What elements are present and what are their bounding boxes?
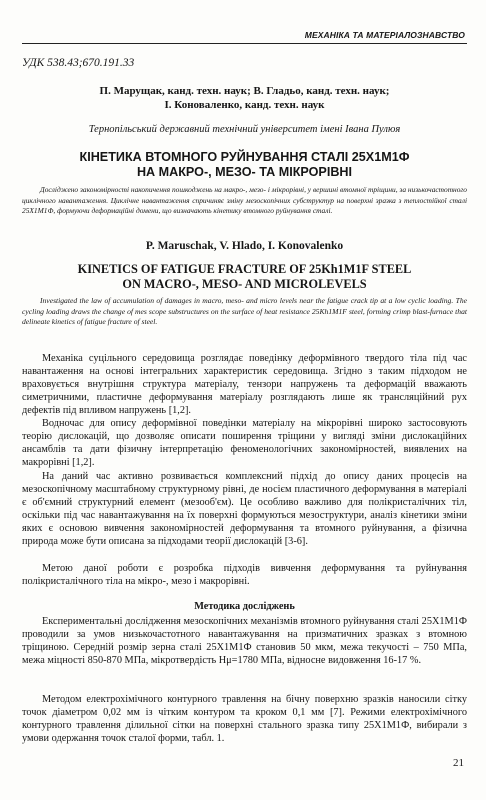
body-paragraph-1: Механіка суцільного середовища розглядає поведінку деформівного твердого тіла під час навантаження на основі інтегральних характеристик середовища. Згідно з таким підходом не враховується внутрішня структура матеріалу, тензори напружень та деформацій вважають симетричними, пластичне деформування матеріалу розглядають лише як трансляційний рух дефектів під впливом напружень [1,2].: [22, 353, 467, 416]
header-rule: [22, 43, 467, 44]
title-en-line-1: KINETICS OF FATIGUE FRACTURE OF 25Kh1M1F STEEL: [77, 262, 412, 276]
section-title-methods: Методика досліджень: [194, 601, 295, 612]
body-paragraph-3: На даний час активно розвивається комплексний підхід до опису даних процесів на мезоскопічному масштабному структурному рівні, де носієм пластичного деформування в матеріалі є об'ємний структурний елемент (мезооб'єм). Це особливо важливо для полікристалічних тіл, оскільки під час навантажування на їх поверхні формуються мезоструктури, аналіз кінетики зміни яких є основою вивчення закономірностей деформування та втомного руйнування, а фізична природа може бути описана за підходами теорії дислокацій [3-6].: [22, 471, 467, 547]
authors-ukrainian: [22, 84, 467, 112]
body-paragraph-5: Експериментальні дослідження мезоскопічних механізмів втомного руйнування сталі 25Х1М1Ф проводили за умов низькочастотного навантажування на призматичних зразках з втомною тріщиною. Середній розмір зерна сталі 25Х1М1Ф становив 50 мкм, межа текучості – 750 МПа, межа міцності 850-870 МПа, мікротвердість Hμ=1780 МПа, відносне видовження 16-17 %.: [22, 616, 467, 666]
body-paragraph-4: Метою даної роботи є розробка підходів вивчення деформування та руйнування полікристалічного тіла на мікро-, мезо і макрорівні.: [22, 563, 467, 587]
running-head-label: МЕХАНІКА ТА МАТЕРІАЛОЗНАВСТВО: [304, 30, 465, 40]
title-english: [22, 262, 467, 292]
title-ukrainian: [22, 150, 467, 180]
title-en-line-2: ON MACRO-, MESO- AND MICROLEVELS: [122, 277, 367, 291]
udc-code: УДК 538.43;670.191.33: [22, 57, 135, 69]
running-head: [22, 30, 467, 44]
body-paragraph-2: Водночас для опису деформівної поведінки матеріалу на мікрорівні широко застосовують теорію дислокацій, що дозволяє описати поширення тріщини у вигляді зміни дислокаційних ансамблів та дати фізичну інтерпретацію феноменологічних закономірностей, виявлених на макрорівні [1,2].: [22, 418, 467, 468]
authors-line-2: І. Коноваленко, канд. техн. наук: [164, 99, 325, 111]
authors-english: P. Maruschak, V. Hlado, I. Konovalenko: [145, 240, 344, 252]
title-uk-line-2: НА МАКРО-, МЕЗО- ТА МІКРОРІВНІ: [136, 165, 353, 179]
body-paragraph-6: Методом електрохімічного контурного травлення на бічну поверхню зразків наносили сітку точок діаметром 0,02 мм із чітким контуром та кроком 0,1 мм [7]. Режими електрохімічного контурного травлення ділильної сітки на поверхні стального зразка типу 25Х1М1Ф, вибирали з умови одержання точок сталої форми, табл. 1.: [22, 694, 467, 744]
abstract-ukrainian: Досліджено закономірності накопичення пошкоджень на макро-, мезо- і мікрорівні, у вершині втомної тріщини, за низькочастотного циклічного навантаження. Циклічне навантаження спричиняє зміну мезоскопічних субструктур на поверхні зразка з теплостійкої сталі 25Х1М1Ф, формуючи деформаційні домени, що визначають кінетику втомного руйнування сталі.: [22, 185, 467, 216]
affiliation: Тернопільський державний технічний університет імені Івана Пулюя: [88, 124, 401, 135]
abstract-english: Investigated the law of accumulation of damages in macro, meso- and micro levels near the fatigue crack tip at a low cyclic loading. The cycling loading draws the change of mes scope substructures on the surface of heat resistance 25Kh1M1F steel, forming crimp blast-furnace that delineate kinetics of fatigue fracture of steel.: [22, 296, 467, 327]
page-number: 21: [453, 757, 464, 769]
authors-line-1: П. Марущак, канд. техн. наук; В. Гладьо, канд. техн. наук;: [99, 85, 390, 97]
title-uk-line-1: КІНЕТИКА ВТОМНОГО РУЙНУВАННЯ СТАЛІ 25Х1М1Ф: [79, 150, 410, 164]
journal-page: [22, 0, 467, 800]
